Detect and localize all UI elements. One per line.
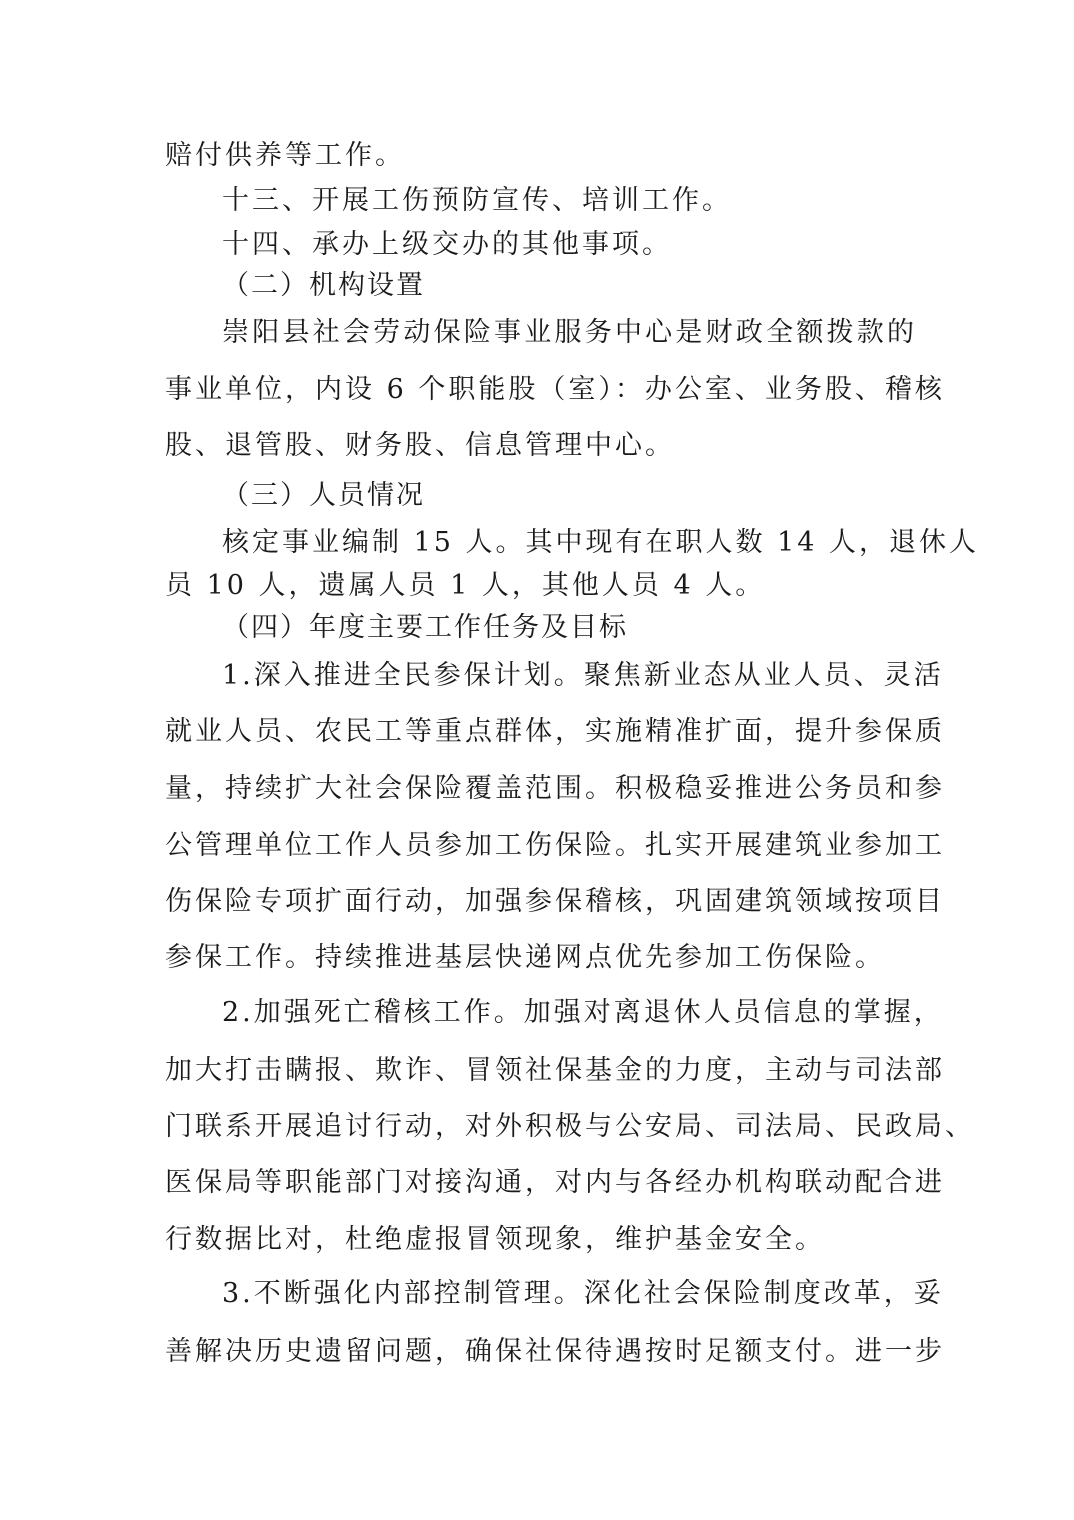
text-line: 医保局等职能部门对接沟通，对内与各经办机构联动配合进 (165, 1167, 945, 1198)
text-line: 善解决历史遗留问题，确保社保待遇按时足额支付。进一步 (165, 1336, 945, 1367)
text-line: 加大打击瞒报、欺诈、冒领社保基金的力度，主动与司法部 (165, 1055, 945, 1086)
text-line: 3.不断强化内部控制管理。深化社会保险制度改革，妥 (222, 1278, 944, 1309)
text-line: 量，持续扩大社会保险覆盖范围。积极稳妥推进公务员和参 (165, 773, 945, 804)
section-heading: （三）人员情况 (222, 480, 425, 511)
text-line: 行数据比对，杜绝虚报冒领现象，维护基金安全。 (165, 1224, 825, 1255)
text-line: 股、退管股、财务股、信息管理中心。 (165, 430, 675, 461)
text-line: 1.深入推进全民参保计划。聚焦新业态从业人员、灵活 (222, 660, 944, 691)
text-line: 就业人员、农民工等重点群体，实施精准扩面，提升参保质 (165, 716, 945, 747)
text-line: 十三、开展工伤预防宣传、培训工作。 (222, 185, 732, 216)
text-line: 十四、承办上级交办的其他事项。 (222, 229, 672, 260)
text-line: 员 10 人，遗属人员 1 人，其他人员 4 人。 (165, 570, 766, 601)
section-heading: （二）机构设置 (222, 270, 425, 301)
text-line: 参保工作。持续推进基层快递网点优先参加工伤保险。 (165, 942, 885, 973)
text-line: 核定事业编制 15 人。其中现有在职人数 14 人，退休人 (222, 527, 980, 558)
text-line: 门联系开展追讨行动，对外积极与公安局、司法局、民政局、 (165, 1111, 975, 1142)
text-line: 公管理单位工作人员参加工伤保险。扎实开展建筑业参加工 (165, 830, 945, 861)
text-line: 2.加强死亡稽核工作。加强对离退休人员信息的掌握， (222, 997, 944, 1028)
text-line: 崇阳县社会劳动保险事业服务中心是财政全额拨款的 (222, 317, 917, 348)
text-line: 赔付供养等工作。 (165, 140, 405, 171)
section-heading: （四）年度主要工作任务及目标 (222, 612, 628, 643)
text-line: 事业单位，内设 6 个职能股（室）：办公室、业务股、稽核 (165, 374, 945, 405)
text-line: 伤保险专项扩面行动，加强参保稽核，巩固建筑领域按项目 (165, 886, 945, 917)
